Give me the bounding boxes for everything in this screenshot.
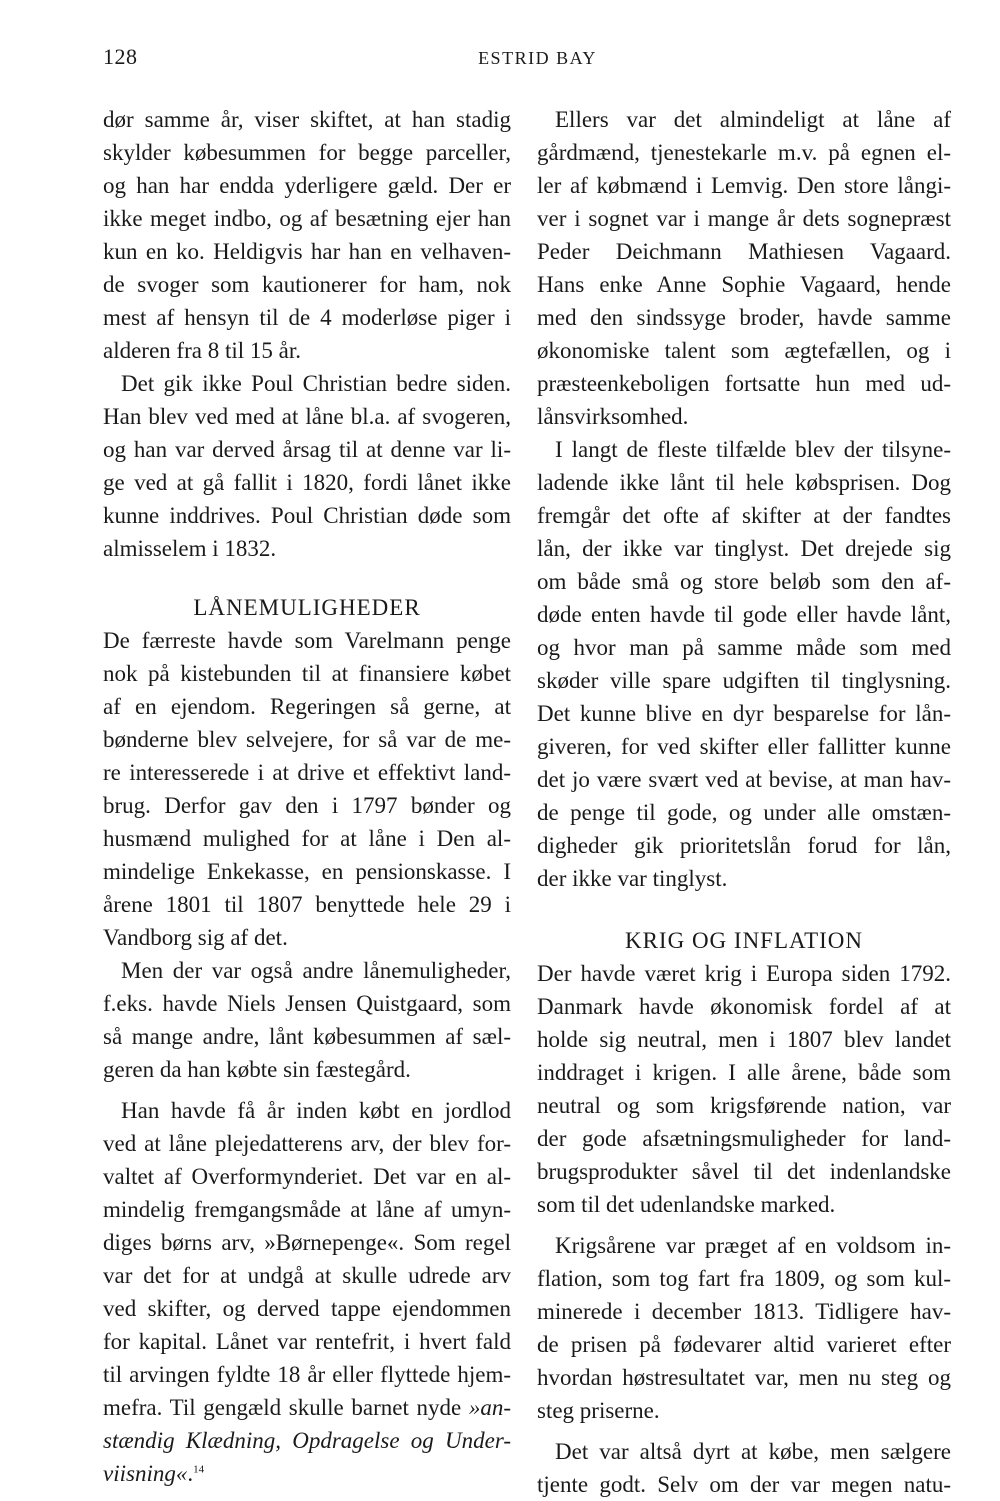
paragraph [103,367,511,565]
text-line: de prisen på fødevarer altid varieret efter [537,1332,951,1357]
text-line: flation, som tog fart fra 1809, og som kul- [537,1266,951,1291]
paragraph [537,1229,951,1427]
text-line: og hvor man på samme måde som med [537,635,951,660]
text-segment: . [187,1461,194,1486]
text-line: kunne inddrives. Poul Christian døde som [103,503,511,528]
text-line: De færreste havde som Varelmann penge [103,628,511,653]
text-line: hvordan høstresultatet var, men nu steg og [537,1365,951,1390]
paragraph [537,103,951,433]
text-line: Ellers var det almindeligt at låne af [555,107,951,132]
text-line: geren da han købte sin fæstegård. [103,1057,411,1082]
text-line: ladende ikke lånt til hele købsprisen. Dog [537,470,951,495]
paragraph [537,433,951,895]
text-line: skylder købesummen for begge parceller, [103,140,511,165]
text-line: ved skifter, og derved tappe ejendommen [103,1296,511,1321]
text-line: så mange andre, lånt købesummen af sæl- [103,1024,511,1049]
page-number: 128 [103,44,138,69]
text-line: tjente godt. Selv om der var megen natu- [537,1472,951,1497]
text-line: dør samme år, viser skiftet, at han stadig [103,107,511,132]
text-line: almisselem i 1832. [103,536,277,561]
text-line: fremgår det ofte af skifter at der fandtes [537,503,951,528]
text-line: for kapital. Lånet var rentefrit, i hvert fald [103,1329,511,1354]
text-line: digheder gik prioritetslån forud for lån, [537,833,951,858]
text-line [103,1457,511,1490]
text-line: valtet af Overformynderiet. Det var en al- [103,1164,511,1189]
paragraph [103,103,511,367]
italic-quote: viisning« [103,1461,188,1486]
text-line: mindelig fremgangsmåde at låne af umyn- [103,1197,511,1222]
text-line: minerede i december 1813. Tidligere hav- [537,1299,951,1324]
running-head: ESTRID BAY [478,48,597,68]
section-heading: KRIG OG INFLATION [624,928,864,953]
text-line: f.eks. havde Niels Jensen Quistgaard, som [103,991,511,1016]
text-line: årene 1801 til 1807 benyttede hele 29 i [103,892,511,917]
text-line: Han blev ved med at låne bl.a. af svogeren, [103,404,511,429]
paragraph [103,954,511,1086]
text-line: som til det udenlandske marked. [537,1192,836,1217]
text-line: lån, der ikke var tinglyst. Det drejede sig [537,536,951,561]
text-line: Peder Deichmann Mathiesen Vagaard. [537,239,951,264]
text-line [103,1424,511,1457]
text-line: kun en ko. Heldigvis har han en velhaven- [103,239,511,264]
text-line: og han har endda yderligere gæld. Der er [103,173,511,198]
text-line: Det var altså dyrt at købe, men sælgere [555,1439,951,1464]
paragraph [103,624,511,954]
footnote-reference[interactable]: 14 [193,1463,205,1476]
text-line: ikke meget indbo, og af besætning ejer han [103,206,511,231]
text-line: brug. Derfor gav den i 1797 bønder og [103,793,511,818]
text-line: husmænd mulighed for at låne i Den al- [103,826,511,851]
text-line: Men der var også andre lånemuligheder, [121,958,511,983]
text-line: ler af købmænd i Lemvig. Den store långi- [537,173,951,198]
text-line: giveren, for ved skifter eller fallitter kunne [537,734,951,759]
text-line: Krigsårene var præget af en voldsom in- [555,1233,951,1258]
text-line: ge ved at gå fallit i 1820, fordi lånet ikke [103,470,511,495]
text-line: præsteenkeboligen fortsatte hun med ud- [537,371,951,396]
text-line: der gode afsætningsmuligheder for land- [537,1126,951,1151]
text-line: lånsvirksomhed. [537,404,689,429]
text-line: bønderne blev selvejere, for så var de me- [103,727,511,752]
text-line: med den sindssyge broder, havde samme [537,305,951,330]
text-line: til arvingen fyldte 18 år eller flyttede hjem- [103,1362,511,1387]
text-line: neutral og som krigsførende nation, var [537,1093,951,1118]
text-line: skøder ville spare udgiften til tinglysning. [537,668,951,693]
text-line: nok på kistebunden til at finansiere købet [103,661,511,686]
text-line: Han havde få år inden købt en jordlod [121,1098,511,1123]
text-line: Danmark havde økonomisk fordel af at [537,994,951,1019]
italic-quote: stændig Klædning, Opdragelse og Under- [103,1428,511,1453]
text-line: alderen fra 8 til 15 år. [103,338,301,363]
text-line: økonomiske talent som ægtefællen, og i [537,338,951,363]
text-line: Det gik ikke Poul Christian bedre siden. [121,371,511,396]
text-line: de penge til gode, og under alle omstæn- [537,800,951,825]
text-line: holde sig neutral, men i 1807 blev landet [537,1027,951,1052]
right-column [537,103,951,1501]
text-line: var det for at undgå at skulle udrede arv [103,1263,511,1288]
text-line: Hans enke Anne Sophie Vagaard, hende [537,272,951,297]
text-line: der ikke var tinglyst. [537,866,728,891]
text-line: diges børns arv, »Børnepenge«. Som regel [103,1230,511,1255]
paragraph [103,1094,511,1490]
text-line: Det kunne blive en dyr besparelse for lån- [537,701,951,726]
text-line: af en ejendom. Regeringen så gerne, at [103,694,511,719]
text-line: og han var derved årsag til at denne var li- [103,437,511,462]
text-line: Vandborg sig af det. [103,925,288,950]
text-line: mest af hensyn til de 4 moderløse piger i [103,305,511,330]
left-column [103,103,511,1490]
text-line: mindelige Enkekasse, en pensionskasse. I [103,859,511,884]
italic-quote: »an- [468,1395,511,1420]
text-line: om både små og store beløb som den af- [537,569,951,594]
text-line: brugsprodukter såvel til det indenlandske [537,1159,951,1184]
text-line: de svoger som kautionerer for ham, nok [103,272,511,297]
text-segment: mefra. Til gengæld skulle barnet nyde [103,1395,469,1420]
text-line: re interesserede i at drive et effektivt land- [103,760,511,785]
text-line: ver i sognet var i mange år dets sognepræst [537,206,951,231]
text-line: gårdmænd, tjenestekarle m.v. på egnen el- [537,140,951,165]
text-line: det jo være svært ved at bevise, at man hav- [537,767,951,792]
text-line: steg priserne. [537,1398,660,1423]
section-heading: LÅNEMULIGHEDER [193,595,421,620]
text-line: Der havde været krig i Europa siden 1792. [537,961,951,986]
text-line: ved at låne plejedatterens arv, der blev for- [103,1131,511,1156]
text-line: inddraget i krigen. I alle årene, både som [537,1060,951,1085]
paragraph [537,1435,951,1501]
paragraph [537,957,951,1221]
text-line: døde enten havde til gode eller havde lånt, [537,602,951,627]
text-line [103,1391,511,1424]
text-line: I langt de fleste tilfælde blev der tilsyne- [555,437,951,462]
